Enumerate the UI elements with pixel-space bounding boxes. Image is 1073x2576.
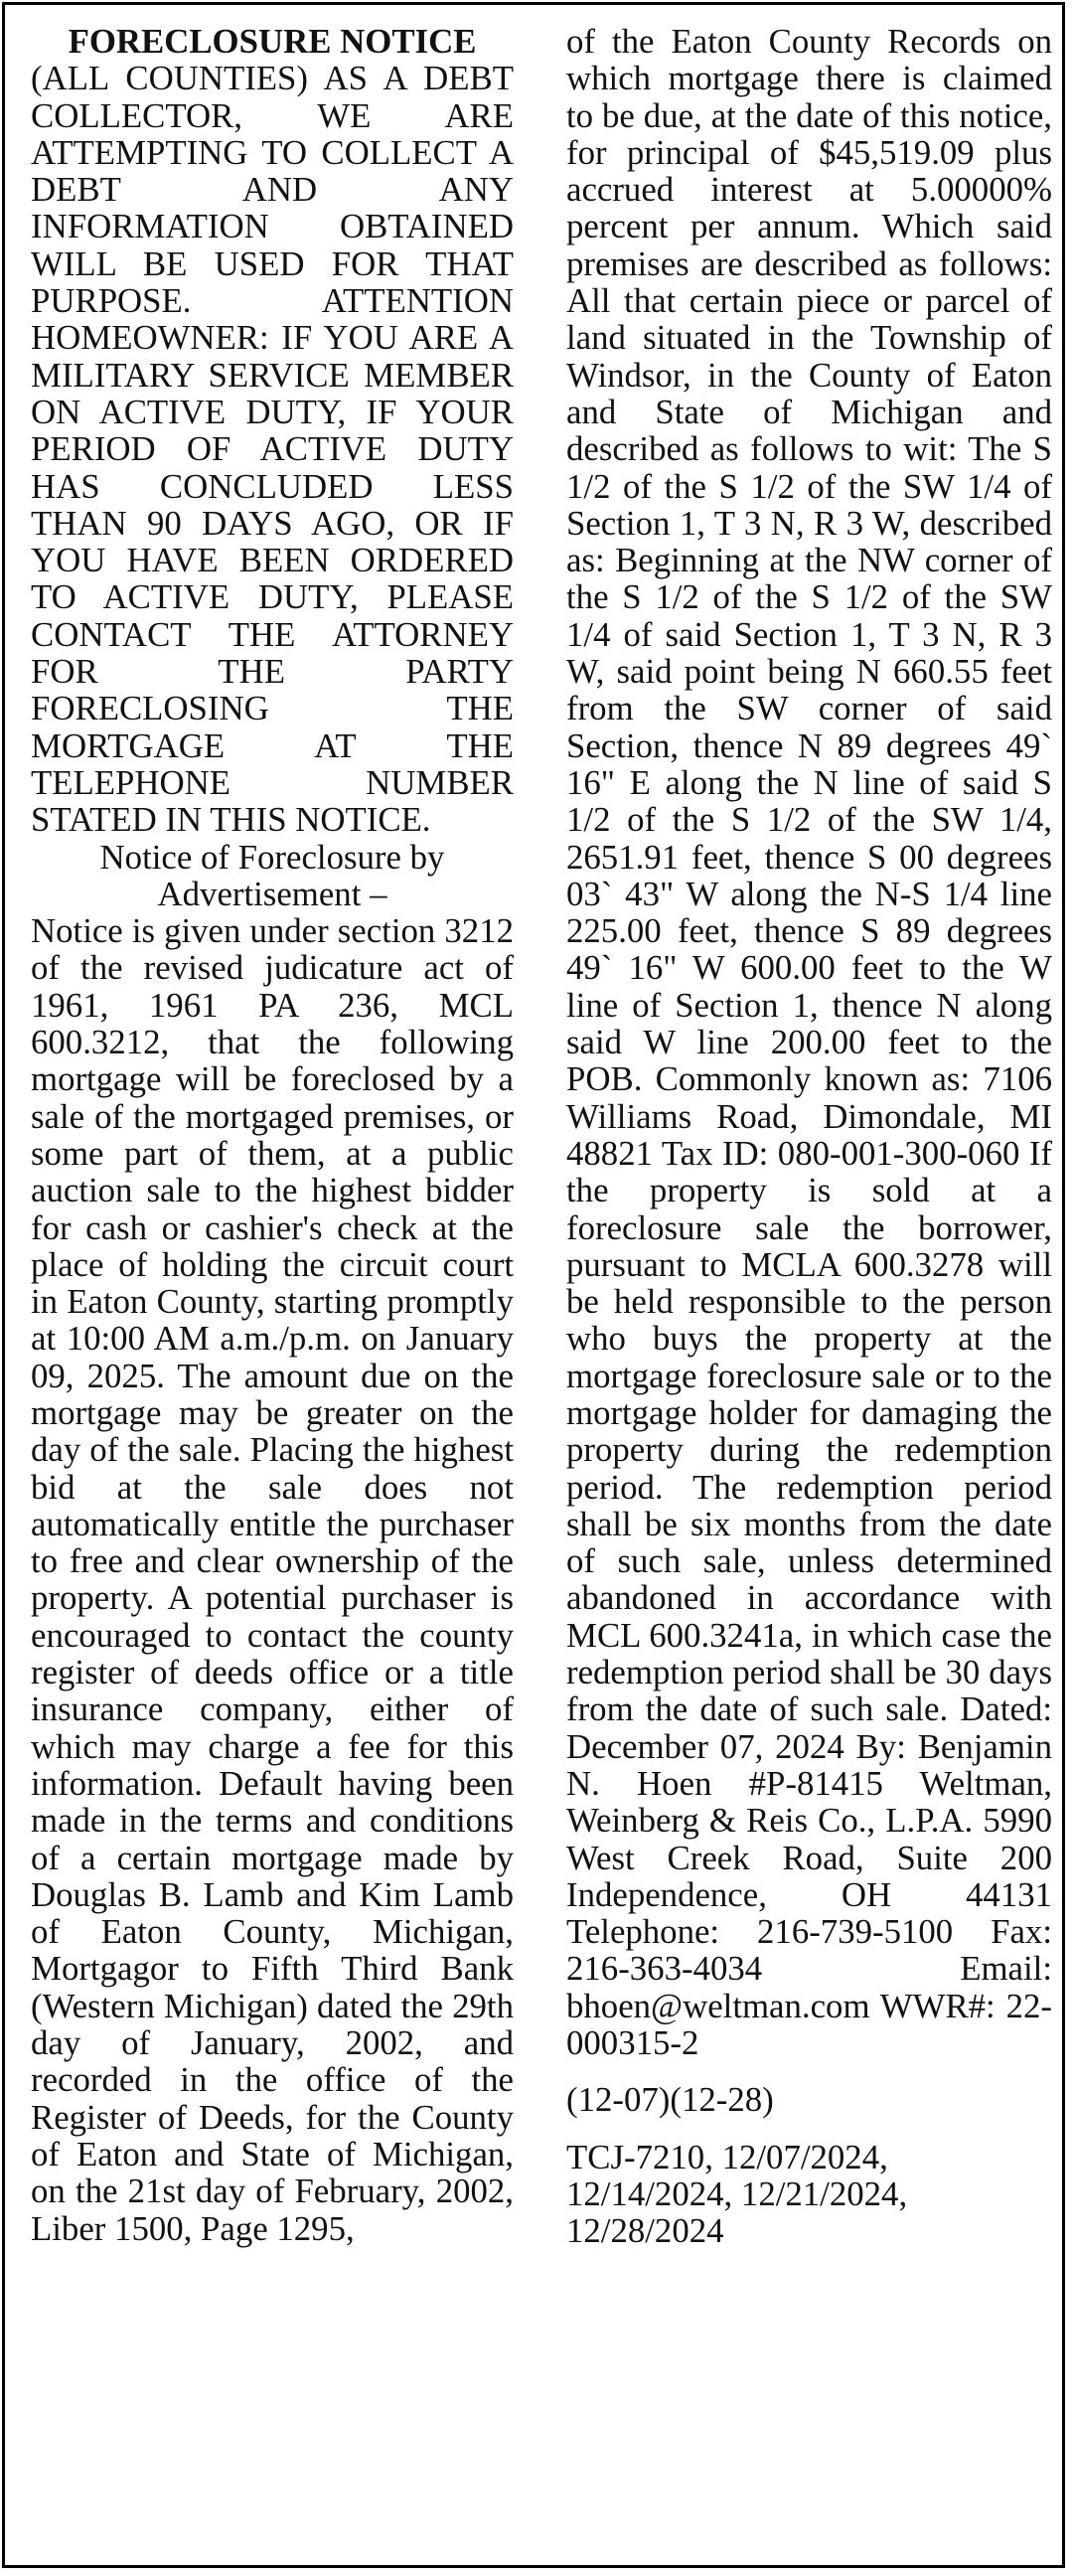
notice-title: FORECLOSURE NOTICE — [68, 22, 477, 61]
notice-body-continued: of the Eaton County Records on which mortgage there is claimed to be due, at the date of this notice, for principal of $45,519.09 plus accrued interest at 5.00000% percent per annum. Which said premises are described as follows: All that certain piece or parcel of land situated in the Township of Windsor, in the County of Eaton and State of Michigan and described as follows to wit: The S 1/2 of the S 1/2 of the SW 1/4 of Section 1, T 3 N, R 3 W, described as: Beginning at the NW corner of the S 1/2 of the S 1/2 of the SW 1/4 of said Section 1, T 3 N, R 3 W, said point being N 660.55 feet from the SW corner of said Section, thence N 89 degrees 49` 16" E along the N line of said S 1/2 of the S 1/2 of the SW 1/4, 2651.91 feet, thence S 00 degrees 03` 43" W along the N-S 1/4 line 225.00 feet, thence S 89 degrees 49` 16" W 600.00 feet to the W line of Section 1, thence N along said W line 200.00 feet to the POB. Commonly known as: 7106 Williams Road, Dimondale, MI 48821 Tax ID: 080-001-300-060 If the property is sold at a foreclosure sale the borrower, pursuant to MCLA 600.3278 will be held responsible to the person who buys the property at the mortgage foreclosure sale or to the mortgage holder for damaging the property during the redemption period. The redemption period shall be six months from the date of such sale, unless determined abandoned in accordance with MCL 600.3241a, in which case the redemption period shall be 30 days from the date of such sale. Dated: December 07, 2024 By: Benjamin N. Hoen #P-81415 Weltman, Weinberg & Reis Co., L.P.A. 5990 West Creek Road, Suite 200 Independence, OH 44131 Telephone: 216-739-5100 Fax: 216-363-4034 Email: bhoen@weltman.com WWR#: 22-000315-2 — [566, 22, 1052, 2063]
debt-collector-warning: (ALL COUNTIES) AS A DEBT COLLECTOR, WE ARE ATTEMPTING TO COLLECT A DEBT AND ANY INFORMATION OBTAINED WILL BE USED FOR THAT PURPOSE. ATTENTION HOMEOWNER: IF YOU ARE A MILITARY SERVICE MEMBER ON ACTIVE DUTY, IF YOUR PERIOD OF ACTIVE DUTY HAS CONCLUDED LESS THAN 90 DAYS AGO, OR IF YOU HAVE BEEN ORDERED TO ACTIVE DUTY, PLEASE CONTACT THE ATTORNEY FOR THE PARTY FORECLOSING THE MORTGAGE AT THE TELEPHONE NUMBER STATED IN THIS NOTICE. — [31, 59, 514, 840]
run-dates: (12-07)(12-28) — [566, 2080, 774, 2120]
right-column — [566, 23, 1052, 2250]
left-column — [31, 23, 514, 2247]
foreclosure-notice — [2, 2, 1065, 2568]
notice-subheading: Notice of Foreclosure by Advertisement – — [99, 837, 445, 913]
publication-reference: TCJ-7210, 12/07/2024, 12/14/2024, 12/21/2024, 12/28/2024 — [566, 2137, 908, 2251]
notice-body: Notice is given under section 3212 of the revised judicature act of 1961, 1961 PA 236, MCL 600.3212, that the following mortgage will be foreclosed by a sale of the mortgaged premises, or some part of them, at a public auction sale to the highest bidder for cash or cashier's check at the place of holding the circuit court in Eaton County, starting promptly at 10:00 AM a.m./p.m. on January 09, 2025. The amount due on the mortgage may be greater on the day of the sale. Placing the highest bid at the sale does not automatically entitle the purchaser to free and clear ownership of the property. A potential purchaser is encouraged to contact the county register of deeds office or a title insurance company, either of which may charge a fee for this information. Default having been made in the terms and conditions of a certain mortgage made by Douglas B. Lamb and Kim Lamb of Eaton County, Michigan, Mortgagor to Fifth Third Bank (Western Michigan) dated the 29th day of January, 2002, and recorded in the office of the Register of Deeds, for the County of Eaton and State of Michigan, on the 21st day of February, 2002, Liber 1500, Page 1295, — [31, 911, 514, 2248]
